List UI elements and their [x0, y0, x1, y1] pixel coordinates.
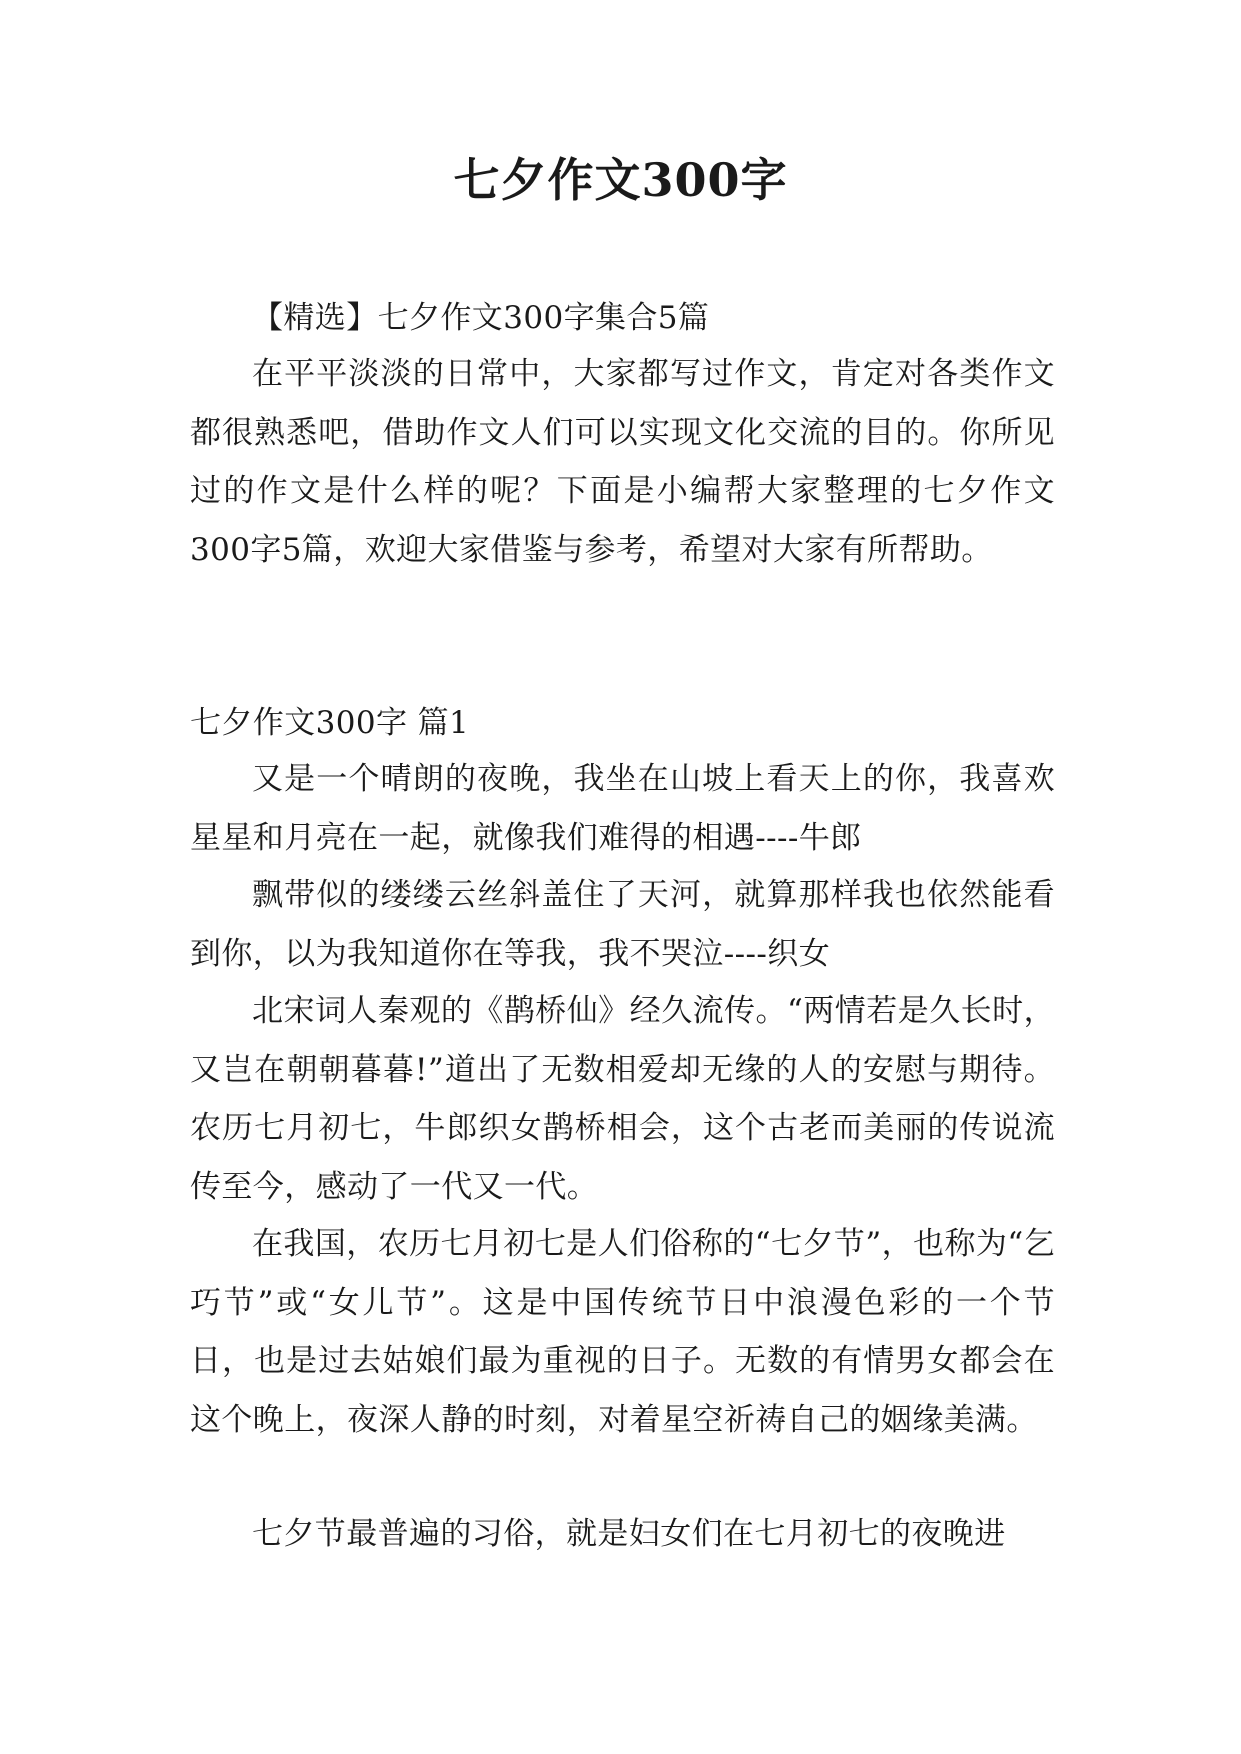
paragraph: 又是一个晴朗的夜晚，我坐在山坡上看天上的你，我喜欢星星和月亮在一起，就像我们难得的相遇----牛郎 — [190, 761, 1055, 856]
paragraph: 七夕节最普遍的习俗，就是妇女们在七月初七的夜晚进 — [252, 1516, 1006, 1552]
paragraph: 飘带似的缕缕云丝斜盖住了天河，就算那样我也依然能看到你，以为我知道你在等我，我不哭泣----织女 — [190, 877, 1055, 972]
intro-paragraph: 在平平淡淡的日常中，大家都写过作文，肯定对各类作文都很熟悉吧，借助作文人们可以实现文化交流的目的。你所见过的作文是什么样的呢？下面是小编帮大家整理的七夕作文300字5篇，欢迎大家借鉴与参考，希望对大家有所帮助。 — [190, 356, 1055, 568]
document-title: 七夕作文300字 — [453, 153, 788, 207]
paragraph: 北宋词人秦观的《鹊桥仙》经久流传。“两情若是久长时，又岂在朝朝暮暮!”道出了无数相爱却无缘的人的安慰与期待。农历七月初七，牛郎织女鹊桥相会，这个古老而美丽的传说流传至今，感动了一代又一代。 — [190, 993, 1055, 1205]
paragraph: 在我国，农历七月初七是人们俗称的“七夕节”，也称为“乞巧节”或“女儿节”。这是中国传统节日中浪漫色彩的一个节日，也是过去姑娘们最为重视的日子。无数的有情男女都会在这个晚上，夜深人静的时刻，对着星空祈祷自己的姻缘美满。 — [190, 1226, 1055, 1438]
collection-subtitle: 【精选】七夕作文300字集合5篇 — [252, 300, 710, 336]
section-heading: 七夕作文300字 篇1 — [190, 705, 470, 741]
